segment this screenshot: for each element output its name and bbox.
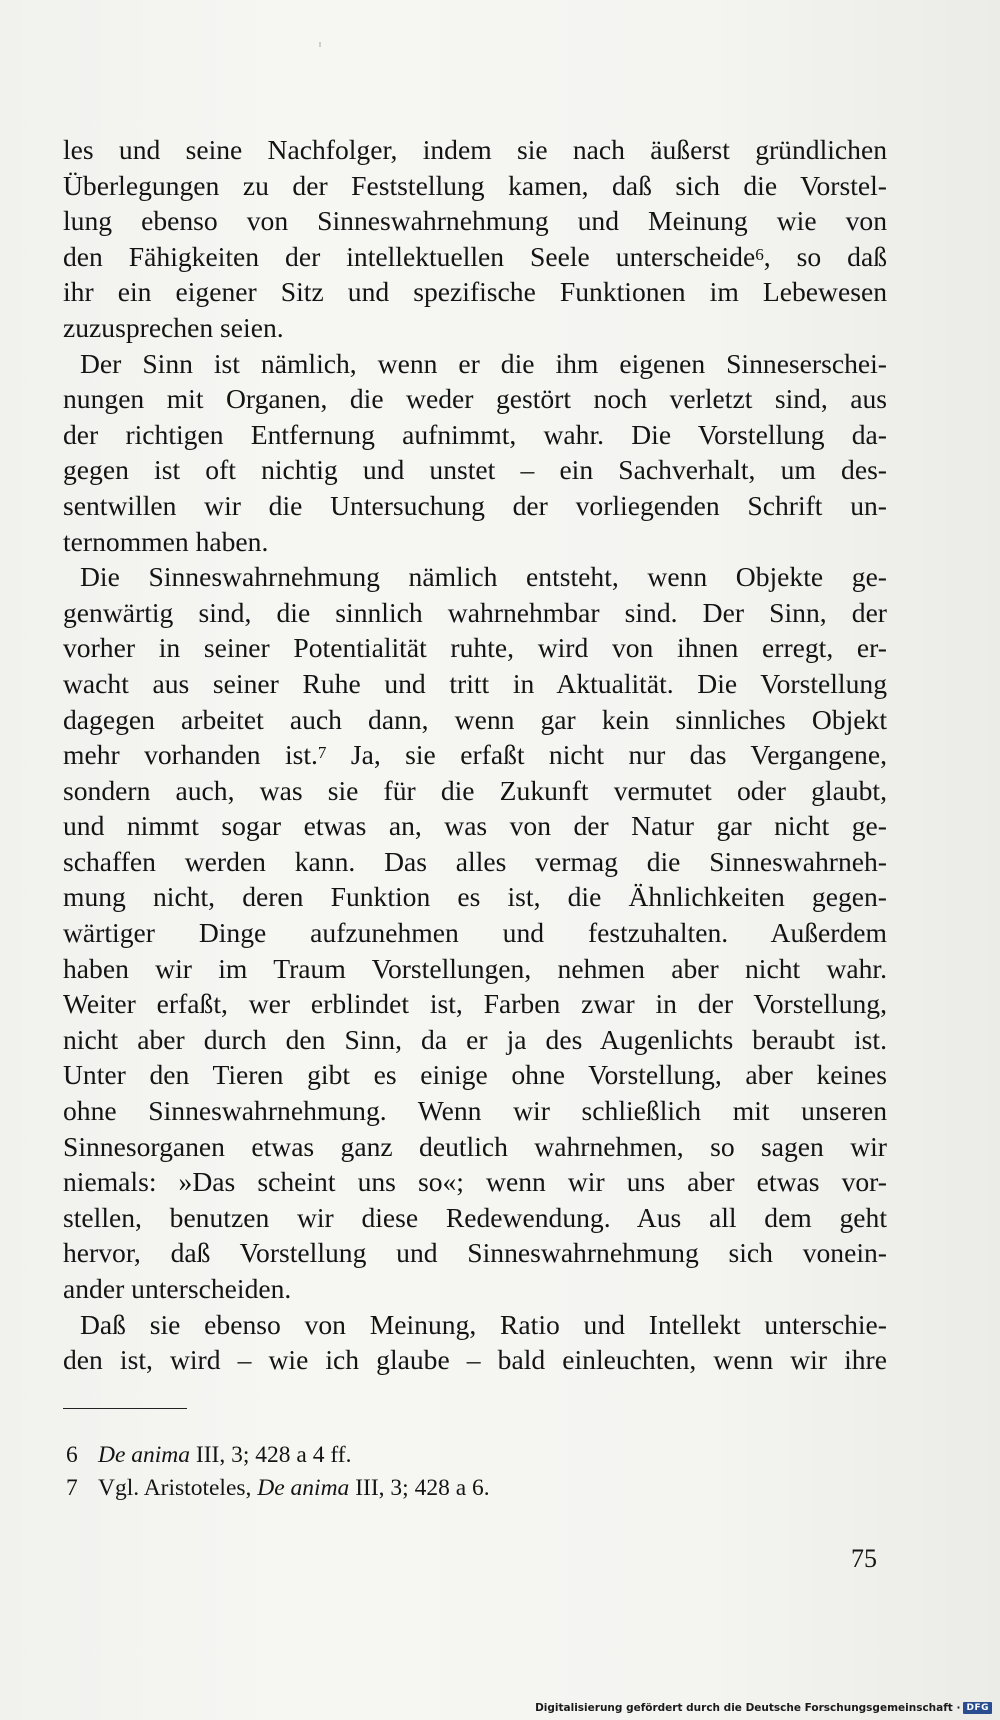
text-line: zuzusprechen seien.	[63, 311, 284, 343]
footnote-title: De anima	[257, 1474, 350, 1501]
footnote-prefix: Vgl. Aristoteles,	[98, 1474, 258, 1501]
text-line: mung nicht, deren Funktion es ist, die Ähnlichkeiten gegen-	[63, 881, 887, 913]
credit-text: Digitalisierung gefördert durch die Deutsche Forschungsgemeinschaft ·	[535, 1702, 961, 1714]
text-line: sondern auch, was sie für die Zukunft vermutet oder glaubt,	[63, 774, 887, 806]
paragraph-4	[63, 1307, 887, 1378]
scan-speck	[319, 42, 321, 47]
text-line: ander unterscheiden.	[63, 1273, 292, 1304]
text-line: vorher in seiner Potentialität ruhte, wird von ihnen erregt, er-	[63, 632, 887, 664]
text-line: Weiter erfaßt, wer erblindet ist, Farben zwar in der Vorstellung,	[63, 988, 887, 1020]
text-line: schaffen werden kann. Das alles vermag die Sinneswahrneh-	[63, 845, 887, 877]
paragraph-1	[63, 132, 887, 346]
footnote-number: 6	[66, 1442, 78, 1468]
paragraph-3	[63, 559, 887, 1306]
text-line: hervor, daß Vorstellung und Sinneswahrnehmung sich vonein-	[63, 1237, 887, 1269]
text-line: ternommen haben.	[63, 525, 269, 557]
text-line: les und seine Nachfolger, indem sie nach äußerst gründlichen	[63, 134, 887, 165]
text-line: haben wir im Traum Vorstellungen, nehmen aber nicht wahr.	[63, 952, 887, 984]
text-line: niemals: »Das scheint uns so«; wenn wir uns aber etwas vor-	[63, 1166, 887, 1198]
text-line: Der Sinn ist nämlich, wenn er die ihm eigenen Sinneserschei-	[80, 347, 887, 379]
text-line: genwärtig sind, die sinnlich wahrnehmbar sind. Der Sinn, der	[63, 596, 887, 628]
text-line: sentwillen wir die Untersuchung der vorliegenden Schrift un-	[63, 489, 887, 521]
text-line: der richtigen Entfernung aufnimmt, wahr. Die Vorstellung da-	[63, 418, 887, 450]
footnote-ref-7[interactable]: 7	[317, 743, 327, 763]
text-line: Unter den Tieren gibt es einige ohne Vorstellung, aber keines	[63, 1059, 887, 1091]
text-line: Überlegungen zu der Feststellung kamen, daß sich die Vorstel-	[63, 169, 887, 201]
text-line: Die Sinneswahrnehmung nämlich entsteht, wenn Objekte ge-	[80, 561, 887, 593]
footnotes	[66, 1439, 766, 1504]
text-line: gegen ist oft nichtig und unstet – ein Sachverhalt, um des-	[63, 454, 887, 486]
text-line-part: Ja, sie erfaßt nicht nur das Vergangene,	[326, 739, 887, 771]
text-line: dagegen arbeitet auch dann, wenn gar kein sinnliches Objekt	[63, 703, 887, 735]
text-line: und nimmt sogar etwas an, was von der Natur gar nicht ge-	[63, 810, 887, 842]
text-line: wärtiger Dinge aufzunehmen und festzuhalten. Außerdem	[63, 917, 887, 949]
text-line	[63, 737, 887, 773]
text-line: stellen, benutzen wir diese Redewendung. Aus all dem geht	[63, 1201, 887, 1233]
footnote-6	[66, 1439, 766, 1472]
footnote-number: 7	[66, 1474, 78, 1501]
footnote-7	[66, 1472, 766, 1505]
text-line: nungen mit Organen, die weder gestört noch verletzt sind, aus	[63, 383, 887, 415]
text-line-part: mehr vorhanden ist.	[63, 739, 318, 771]
text-line	[63, 239, 887, 275]
text-line: Sinnesorganen etwas ganz deutlich wahrnehmen, so sagen wir	[63, 1130, 887, 1162]
footnote-divider	[63, 1408, 187, 1409]
body-text	[63, 132, 887, 1378]
footnote-ref: III, 3; 428 a 6.	[349, 1474, 490, 1501]
text-line: lung ebenso von Sinneswahrnehmung und Meinung wie von	[63, 205, 887, 237]
text-line: Daß sie ebenso von Meinung, Ratio und Intellekt unterschie-	[80, 1308, 887, 1340]
text-line: wacht aus seiner Ruhe und tritt in Aktualität. Die Vorstellung	[63, 667, 887, 699]
footnote-ref-6[interactable]: 6	[755, 244, 764, 264]
footnote-ref: III, 3; 428 a 4 ff.	[190, 1442, 352, 1468]
paragraph-2	[63, 346, 887, 560]
page-number: 75	[851, 1544, 877, 1573]
digitization-credit	[535, 1702, 992, 1714]
dfg-logo-icon[interactable]: DFG	[963, 1702, 992, 1714]
text-line: ihr ein eigener Sitz und spezifische Funktionen im Lebewesen	[63, 276, 887, 308]
text-line-part: , so daß	[763, 240, 887, 272]
text-line: den ist, wird – wie ich glaube – bald einleuchten, wenn wir ihre	[63, 1344, 887, 1376]
text-line-part: den Fähigkeiten der intellektuellen Seele unterscheide	[63, 240, 756, 272]
text-line: ohne Sinneswahrnehmung. Wenn wir schließlich mit unseren	[63, 1095, 887, 1127]
footnote-title: De anima	[98, 1442, 191, 1468]
text-line: nicht aber durch den Sinn, da er ja des Augenlichts beraubt ist.	[63, 1023, 887, 1055]
